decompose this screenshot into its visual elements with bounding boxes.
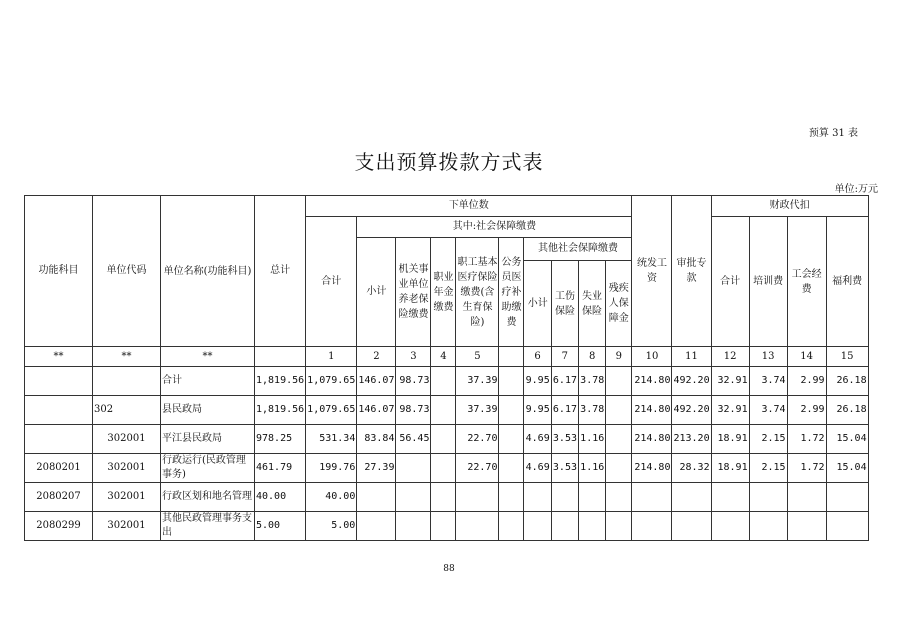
table-cell [551,512,578,541]
table-cell [524,483,551,512]
table-cell: 18.91 [711,425,749,454]
table-cell [672,512,711,541]
table-cell: 40.00 [255,483,306,512]
table-cell: 531.34 [306,425,357,454]
table-cell: 1.16 [579,425,606,454]
index-row [25,347,869,367]
expense-table [24,195,869,541]
table-cell [711,483,749,512]
table-cell [826,512,868,541]
table-cell [499,396,524,425]
table-cell: 行政区划和地名管理 [161,483,255,512]
index-cell: 15 [826,347,868,367]
table-cell: 146.07 [357,396,396,425]
table-cell: 22.70 [456,454,499,483]
table-cell [606,512,632,541]
index-cell: ** [161,347,255,367]
index-cell: 6 [524,347,551,367]
header-unified-salary: 统发工资 [632,196,672,347]
table-cell: 9.95 [524,396,551,425]
table-cell [606,483,632,512]
header-unit-code: 单位代码 [93,196,161,347]
table-cell: 2.99 [787,396,826,425]
table-cell [632,483,672,512]
table-cell [826,483,868,512]
header-annuity: 职业年金缴费 [431,238,456,347]
index-cell: 10 [632,347,672,367]
table-row [25,425,869,454]
page-title: 支出预算拨款方式表 [354,150,544,174]
table-cell: 461.79 [255,454,306,483]
table-cell: 1.72 [787,454,826,483]
table-cell [456,512,499,541]
table-cell [25,396,93,425]
index-cell: 7 [551,347,578,367]
table-cell [551,483,578,512]
table-cell: 3.78 [579,396,606,425]
table-cell [431,512,456,541]
table-cell [711,512,749,541]
table-cell: 1,819.56 [255,367,306,396]
header-union: 工会经费 [787,217,826,347]
header-welfare: 福利费 [826,217,868,347]
index-cell: ** [25,347,93,367]
table-cell: 9.95 [524,367,551,396]
table-cell [499,512,524,541]
table-cell: 行政运行(民政管理事务) [161,454,255,483]
table-cell [499,454,524,483]
table-cell [499,483,524,512]
header-subtotal: 小计 [357,238,396,347]
table-cell [606,425,632,454]
table-cell: 214.80 [632,425,672,454]
table-cell: 32.91 [711,367,749,396]
table-cell: 3.74 [749,367,787,396]
table-cell: 214.80 [632,367,672,396]
table-cell: 98.73 [396,367,431,396]
table-cell [431,367,456,396]
header-unit-name: 单位名称(功能科目) [161,196,255,347]
table-cell: 1,819.56 [255,396,306,425]
table-cell: 1,079.65 [306,367,357,396]
table-cell: 3.53 [551,425,578,454]
index-cell [499,347,524,367]
table-cell [431,396,456,425]
table-cell: 37.39 [456,367,499,396]
header-total-sum: 合计 [306,217,357,347]
table-cell: 3.78 [579,367,606,396]
index-cell: 9 [606,347,632,367]
table-cell: 56.45 [396,425,431,454]
table-cell: 6.17 [551,367,578,396]
table-cell [632,512,672,541]
table-cell: 5.00 [306,512,357,541]
index-cell: 5 [456,347,499,367]
header-other-subtotal: 小计 [524,261,551,347]
index-cell: 13 [749,347,787,367]
header-special-approval: 审批专款 [672,196,711,347]
table-cell [749,512,787,541]
table-cell [606,396,632,425]
index-cell: 12 [711,347,749,367]
table-cell: 平江县民政局 [161,425,255,454]
table-cell: 302 [93,396,161,425]
table-cell: 3.53 [551,454,578,483]
table-cell: 4.69 [524,454,551,483]
header-disability: 残疾人保障金 [608,283,629,324]
table-cell: 27.39 [357,454,396,483]
table-cell: 302001 [93,512,161,541]
header-social-security: 其中:社会保障缴费 [357,217,632,238]
page-number: 88 [443,564,455,574]
table-cell [396,512,431,541]
table-cell: 15.04 [826,454,868,483]
table-cell: 2.15 [749,425,787,454]
header-fd-sum: 合计 [711,217,749,347]
table-cell: 2080299 [25,512,93,541]
header-civil-medical: 公务员医疗补助缴费 [499,238,524,347]
table-cell: 1.72 [787,425,826,454]
table-cell: 其他民政管理事务支出 [161,512,255,541]
table-cell: 26.18 [826,396,868,425]
table-cell [396,454,431,483]
table-cell [431,425,456,454]
table-cell [579,483,606,512]
index-cell [255,347,306,367]
table-cell [456,483,499,512]
table-cell: 3.74 [749,396,787,425]
table-cell: 6.17 [551,396,578,425]
table-cell: 县民政局 [161,396,255,425]
index-cell: 14 [787,347,826,367]
table-cell [672,483,711,512]
header-total: 总计 [255,196,306,347]
table-row [25,367,869,396]
table-cell [524,512,551,541]
table-row [25,483,869,512]
table-cell: 83.84 [357,425,396,454]
table-cell: 214.80 [632,454,672,483]
header-injury: 工伤保险 [551,261,578,347]
header-pension: 机关事业单位养老保险缴费 [396,238,431,347]
header-other-social: 其他社会保障缴费 [524,238,631,261]
table-cell [357,483,396,512]
header-medical: 职工基本医疗保险缴费(含生育保险) [456,238,499,347]
table-cell: 302001 [93,454,161,483]
table-cell: 22.70 [456,425,499,454]
table-cell: 492.20 [672,367,711,396]
table-cell: 26.18 [826,367,868,396]
table-cell [749,483,787,512]
table-cell [499,367,524,396]
table-cell: 978.25 [255,425,306,454]
form-number: 预算 31 表 [808,128,858,139]
table-cell [431,454,456,483]
table-cell: 2.15 [749,454,787,483]
table-cell: 4.69 [524,425,551,454]
table-cell [787,483,826,512]
table-cell: 302001 [93,425,161,454]
table-cell [25,425,93,454]
table-cell: 214.80 [632,396,672,425]
table-cell [93,367,161,396]
table-cell: 37.39 [456,396,499,425]
header-training: 培训费 [749,217,787,347]
index-cell: 8 [579,347,606,367]
table-cell [606,454,632,483]
header-unemployment: 失业保险 [578,261,605,347]
table-row [25,454,869,483]
header-lower-units: 下单位数 [306,196,632,217]
table-cell: 146.07 [357,367,396,396]
table-cell [431,483,456,512]
table-cell [357,512,396,541]
table-cell: 28.32 [672,454,711,483]
index-cell: 4 [431,347,456,367]
table-cell [606,367,632,396]
table-cell: 32.91 [711,396,749,425]
table-cell: 492.20 [672,396,711,425]
table-cell [396,483,431,512]
table-cell: 合计 [161,367,255,396]
index-cell: 2 [357,347,396,367]
table-row [25,396,869,425]
table-cell: 18.91 [711,454,749,483]
table-cell: 2.99 [787,367,826,396]
table-cell: 2080201 [25,454,93,483]
unit-label: 单位:万元 [834,184,878,195]
table-cell: 5.00 [255,512,306,541]
index-cell: 1 [306,347,357,367]
header-finance-deduct: 财政代扣 [711,196,868,217]
table-cell: 302001 [93,483,161,512]
header-subject: 功能科目 [25,196,93,347]
table-cell: 2080207 [25,483,93,512]
table-cell [25,367,93,396]
index-cell: 11 [672,347,711,367]
table-row [25,512,869,541]
table-cell: 98.73 [396,396,431,425]
table-cell: 213.20 [672,425,711,454]
table-cell [499,425,524,454]
table-cell: 15.04 [826,425,868,454]
index-cell: 3 [396,347,431,367]
table-cell: 199.76 [306,454,357,483]
table-cell [787,512,826,541]
table-cell: 1,079.65 [306,396,357,425]
table-cell [579,512,606,541]
index-cell: ** [93,347,161,367]
table-cell: 1.16 [579,454,606,483]
table-cell: 40.00 [306,483,357,512]
